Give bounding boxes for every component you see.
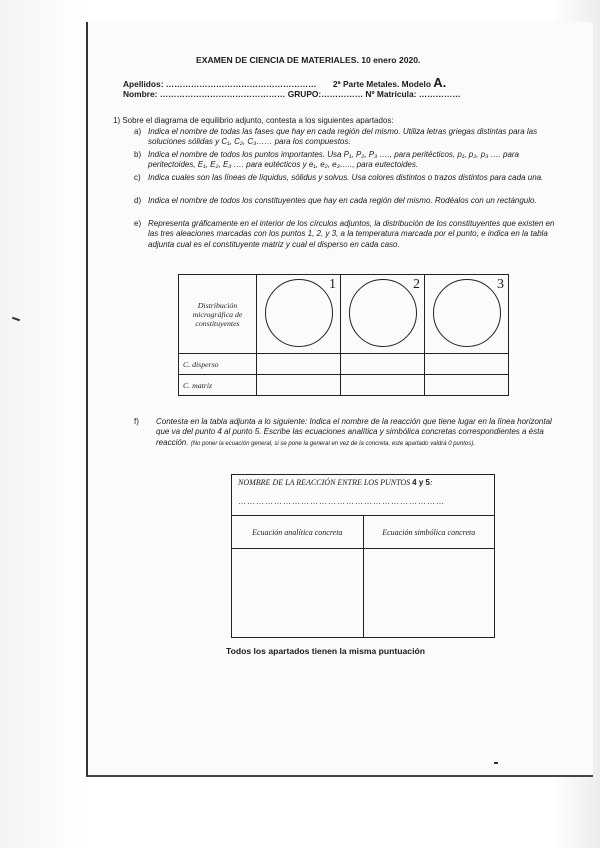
answer-simbolica[interactable] xyxy=(363,549,495,638)
circle-cell-1[interactable] xyxy=(257,275,341,354)
matriz-cell-2[interactable] xyxy=(341,375,425,396)
apellidos-field: Apellidos: ……………………………………………… xyxy=(123,79,317,89)
item-label: e) xyxy=(134,219,142,228)
item-a xyxy=(134,127,564,148)
reaction-name-cell[interactable] xyxy=(232,475,495,516)
scan-speck xyxy=(494,762,498,764)
exam-title: EXAMEN DE CIENCIA DE MATERIALES. 10 enero 2020. xyxy=(196,55,421,65)
matriz-cell-3[interactable] xyxy=(425,375,509,396)
model-letter: A. xyxy=(433,75,447,90)
item-text: Indica el nombre de todas las fases que hay en cada región del mismo. Utiliza letras griegas distintas para las soluciones sólidas y C₁, C₂, C₃…… para los compuestos. xyxy=(148,127,538,147)
item-label: f) xyxy=(134,417,139,426)
disperso-cell-2[interactable] xyxy=(341,354,425,375)
disperso-cell-1[interactable] xyxy=(257,354,341,375)
item-note: (No poner la ecuación general, si se pone la general en vez de la concreta, este apartado valdrá 0 puntos). xyxy=(190,440,475,447)
item-d xyxy=(134,196,564,206)
circle-cell-3[interactable] xyxy=(425,275,509,354)
distribution-table xyxy=(178,274,509,396)
col-analitica: Ecuación analítica concreta xyxy=(232,516,364,549)
reaction-answer-line: …………………………………………………………… xyxy=(238,497,445,506)
item-f xyxy=(134,417,564,449)
drawing-circle[interactable] xyxy=(433,279,501,347)
item-text: Indica el nombre de todos los constituyentes que hay en cada región del mismo. Rodéalos con un rectángulo. xyxy=(148,196,537,205)
micro-label-cell xyxy=(179,275,257,354)
matriz-label: C. matriz xyxy=(179,375,257,396)
item-text: Contesta en la tabla adjunta a lo siguiente: Indica el nombre de la reacción que tiene lugar en la línea horizontal que va del punto 4 al punto 5. Escribe las ecuaciones analítica y simbólica concretas correspondientes a ésta reacción. xyxy=(156,417,552,447)
item-label: b) xyxy=(134,150,142,159)
item-label: a) xyxy=(134,127,142,136)
circle-number: 3 xyxy=(497,277,504,292)
reaction-points: 4 y 5 xyxy=(412,478,430,487)
reaction-head: NOMBRE DE LA REACCIÓN ENTRE LOS PUNTOS xyxy=(238,478,413,487)
item-text: Indica el nombre de todos los puntos importantes. Usa P₁, P₂, P₃ …., para peritécticos, p₁, p₂, p₃ …. para peritectoides, E₁, E₂, E₃ …. para eutécticos y e₁, e₂, e₃….., para eutectoides. xyxy=(148,150,520,170)
col-simbolica: Ecuación simbólica concreta xyxy=(363,516,495,549)
drawing-circle[interactable] xyxy=(349,279,417,347)
circle-number: 1 xyxy=(329,277,336,292)
reaction-table xyxy=(231,474,495,638)
item-text: Representa gráficamente en el interior de los círculos adjuntos, la distribución de los constituyentes que existen en las tres aleaciones marcadas con los puntos 1, 2, y 3, a la temperatura marcada por el punto, e indica en la tabla adjunta cual es el constituyente matriz y cual el disperso en cada caso. xyxy=(148,219,555,249)
apellidos-row xyxy=(123,75,446,90)
matriz-cell-1[interactable] xyxy=(257,375,341,396)
reaction-colon: : xyxy=(429,478,433,487)
item-label: d) xyxy=(134,196,142,205)
circle-number: 2 xyxy=(413,277,420,292)
item-text: Indica cuales son las líneas de líquidus, sólidus y solvus. Usa colores distintos o trazos distintos para cada una. xyxy=(148,173,544,182)
nombre-row: Nombre: ……………………………………… GRUPO:…………… Nº Matrícula: …………… xyxy=(123,89,461,99)
part-label: 2ª Parte Metales. Modelo xyxy=(332,79,434,89)
question-intro: 1) Sobre el diagrama de equilibrio adjunto, contesta a los siguientes apartados: xyxy=(113,116,394,125)
item-e xyxy=(134,219,564,250)
drawing-circle[interactable] xyxy=(265,279,333,347)
item-c xyxy=(134,173,564,183)
micro-label: Distribución micrográfica de constituyentes xyxy=(192,300,243,328)
footer-note: Todos los apartados tienen la misma puntuación xyxy=(226,646,425,656)
answer-analitica[interactable] xyxy=(232,549,364,638)
item-f-body xyxy=(156,417,564,449)
item-label: c) xyxy=(134,173,141,182)
disperso-label: C. disperso xyxy=(179,354,257,375)
disperso-cell-3[interactable] xyxy=(425,354,509,375)
circle-cell-2[interactable] xyxy=(341,275,425,354)
item-b xyxy=(134,150,564,171)
